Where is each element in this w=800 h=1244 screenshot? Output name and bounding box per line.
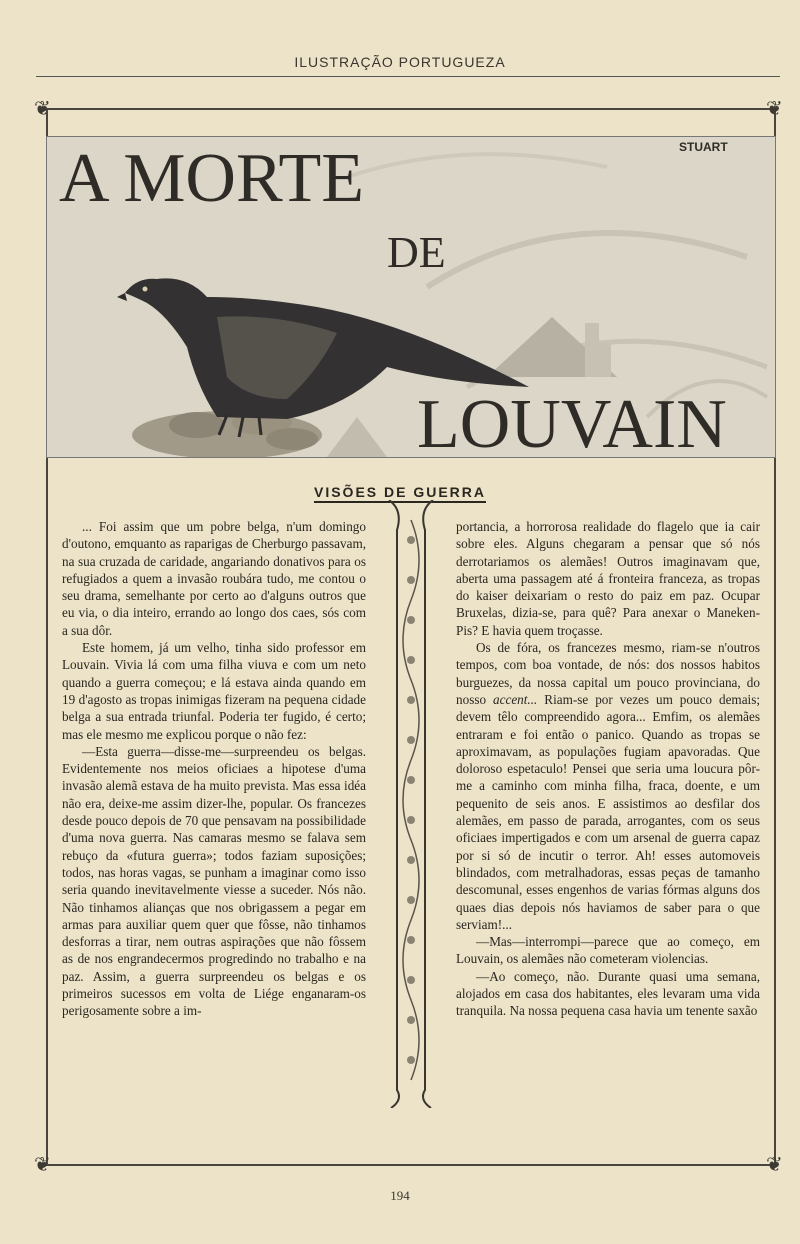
article-italic-word: accent... [493, 691, 538, 707]
header-rule [36, 76, 780, 77]
article-paragraph: portancia, a horrorosa realidade do flagelo que ia cair sobre eles. Alguns chegaram a pensar que só nós derrotariamos os alemães! Outros imaginavam que, aberta uma passagem até á fronteira franceza, as tropas do kaiser deixariam o resto do paiz em paz. Ocupar Bruxelas, dizia-se, para quê? Para anexar o Maneken-Pis? E havia quem troçasse. [456, 519, 760, 638]
article-paragraph: —Esta guerra—disse-me—surpreendeu os belgas. Evidentemente nos meios oficiaes a hipotese d'uma invasão alemã estava de ha muito prevista. Mas essa idéa não era, deixe-me assim dizer-lhe, popular. Os francezes desde pouco depois de 70 que pensavam na possibilidade d'uma nova guerra. Nas camaras mesmo se falava sem rebuço da «futura guerra»; todos faziam suposições; todos, nas horas vagas, se punham a imaginar como isso seria quando inevitavelmente viesse a suceder. Nós não. Não tinhamos alianças que nos obrigassem a pegar em armas para auxiliar quem quer que fôsse, não tinhamos desforras a tirar, nem outras aspirações que não fôssem as de nos engrandecermos progredindo no trabalho e na paz. Assim, a guerra surpreendeu os belgas e os primeiros sucessos em volta de Liége enganaram-os perigosamente sobre a im- [62, 743, 366, 1019]
article-right-column [456, 518, 760, 1158]
header-illustration [46, 136, 776, 458]
article-paragraph: Este homem, já um velho, tinha sido professor em Louvain. Vivia lá com uma filha viuva e com um neto quando a guerra começou; e lá estava ainda quando em 19 d'agosto as tropas inimigas fizeram na pequena cidade belga a sua entrada triunfal. Poderia ter fugido, é certo; mas ele mesmo me explicou porque o não fez: [62, 640, 366, 742]
article-paragraph: —Mas—interrompi—parece que ao começo, em Louvain, os alemães não cometeram violencias. [456, 934, 760, 967]
floral-column-divider-icon [383, 500, 439, 1108]
article-paragraph: —Ao começo, não. Durante quasi uma semana, alojados em casa dos habitantes, eles levaram uma vida tranquila. Na nossa pequena casa havia um tenente saxão [456, 968, 760, 1019]
article-left-column [62, 518, 366, 1158]
article-text: Os de fóra, os francezes mesmo, riam-se n'outros tempos, com boa vontade, de nós: dos nossos habitos burguezes, da nossa capital um pouco provinciana, do nosso [456, 640, 760, 707]
page-number: 194 [390, 1188, 410, 1203]
corner-ornament-top-right-icon: ❦ [766, 96, 783, 120]
corner-ornament-bottom-right-icon: ❦ [766, 1152, 783, 1176]
artist-signature: STUART [679, 140, 728, 154]
article-text: Riam-se por vezes um pouco demais; devem têlo compreendido agora... Emfim, os alemães entraram e foi então o panico. Quando as tropas se aproximavam, as populações fugiam apavoradas. Que doloroso espetaculo! Pensei que seria uma loucura pôr-me a caminho com minha filha, fraca, doente, e um pequenito de seis anos. E assistimos ao desfilar dos alemães, em passo de parada, arrogantes, com os seus oficiaes impertigados e com um arsenal de guerra capaz por si só de incutir o terror. Ah! esses automoveis blindados, com metralhadoras, essas peças de tamanho descomunal, esses engenhos de varias fórmas alguns dos quaes dias depois nós haviamos de saber para o que serviam!... [456, 691, 760, 932]
section-title [0, 484, 800, 500]
article-paragraph [456, 639, 760, 933]
magazine-title: ILUSTRAÇÃO PORTUGUEZA [294, 54, 506, 70]
article-paragraph: ... Foi assim que um pobre belga, n'um domingo d'outono, emquanto as raparigas de Cherburgo passavam, na sua cruzada de caridade, angariando donativos para os refugiados a quem a invasão roubára tudo, me contou o seu drama, semelhante por certo ao d'alguns outros que eu via, o dia inteiro, errando ao longo dos caes, sós com a sua dôr. [62, 519, 366, 638]
section-title-text: VISÕES DE GUERRA [314, 484, 486, 503]
illustration-title-line2: DE [387, 228, 446, 277]
corner-ornament-top-left-icon: ❦ [34, 96, 51, 120]
illustration-title-line3: LOUVAIN [417, 386, 727, 457]
corner-ornament-bottom-left-icon: ❦ [34, 1152, 51, 1176]
eagle-illustration [47, 137, 775, 457]
illustration-title-line1: A MORTE [59, 140, 364, 217]
